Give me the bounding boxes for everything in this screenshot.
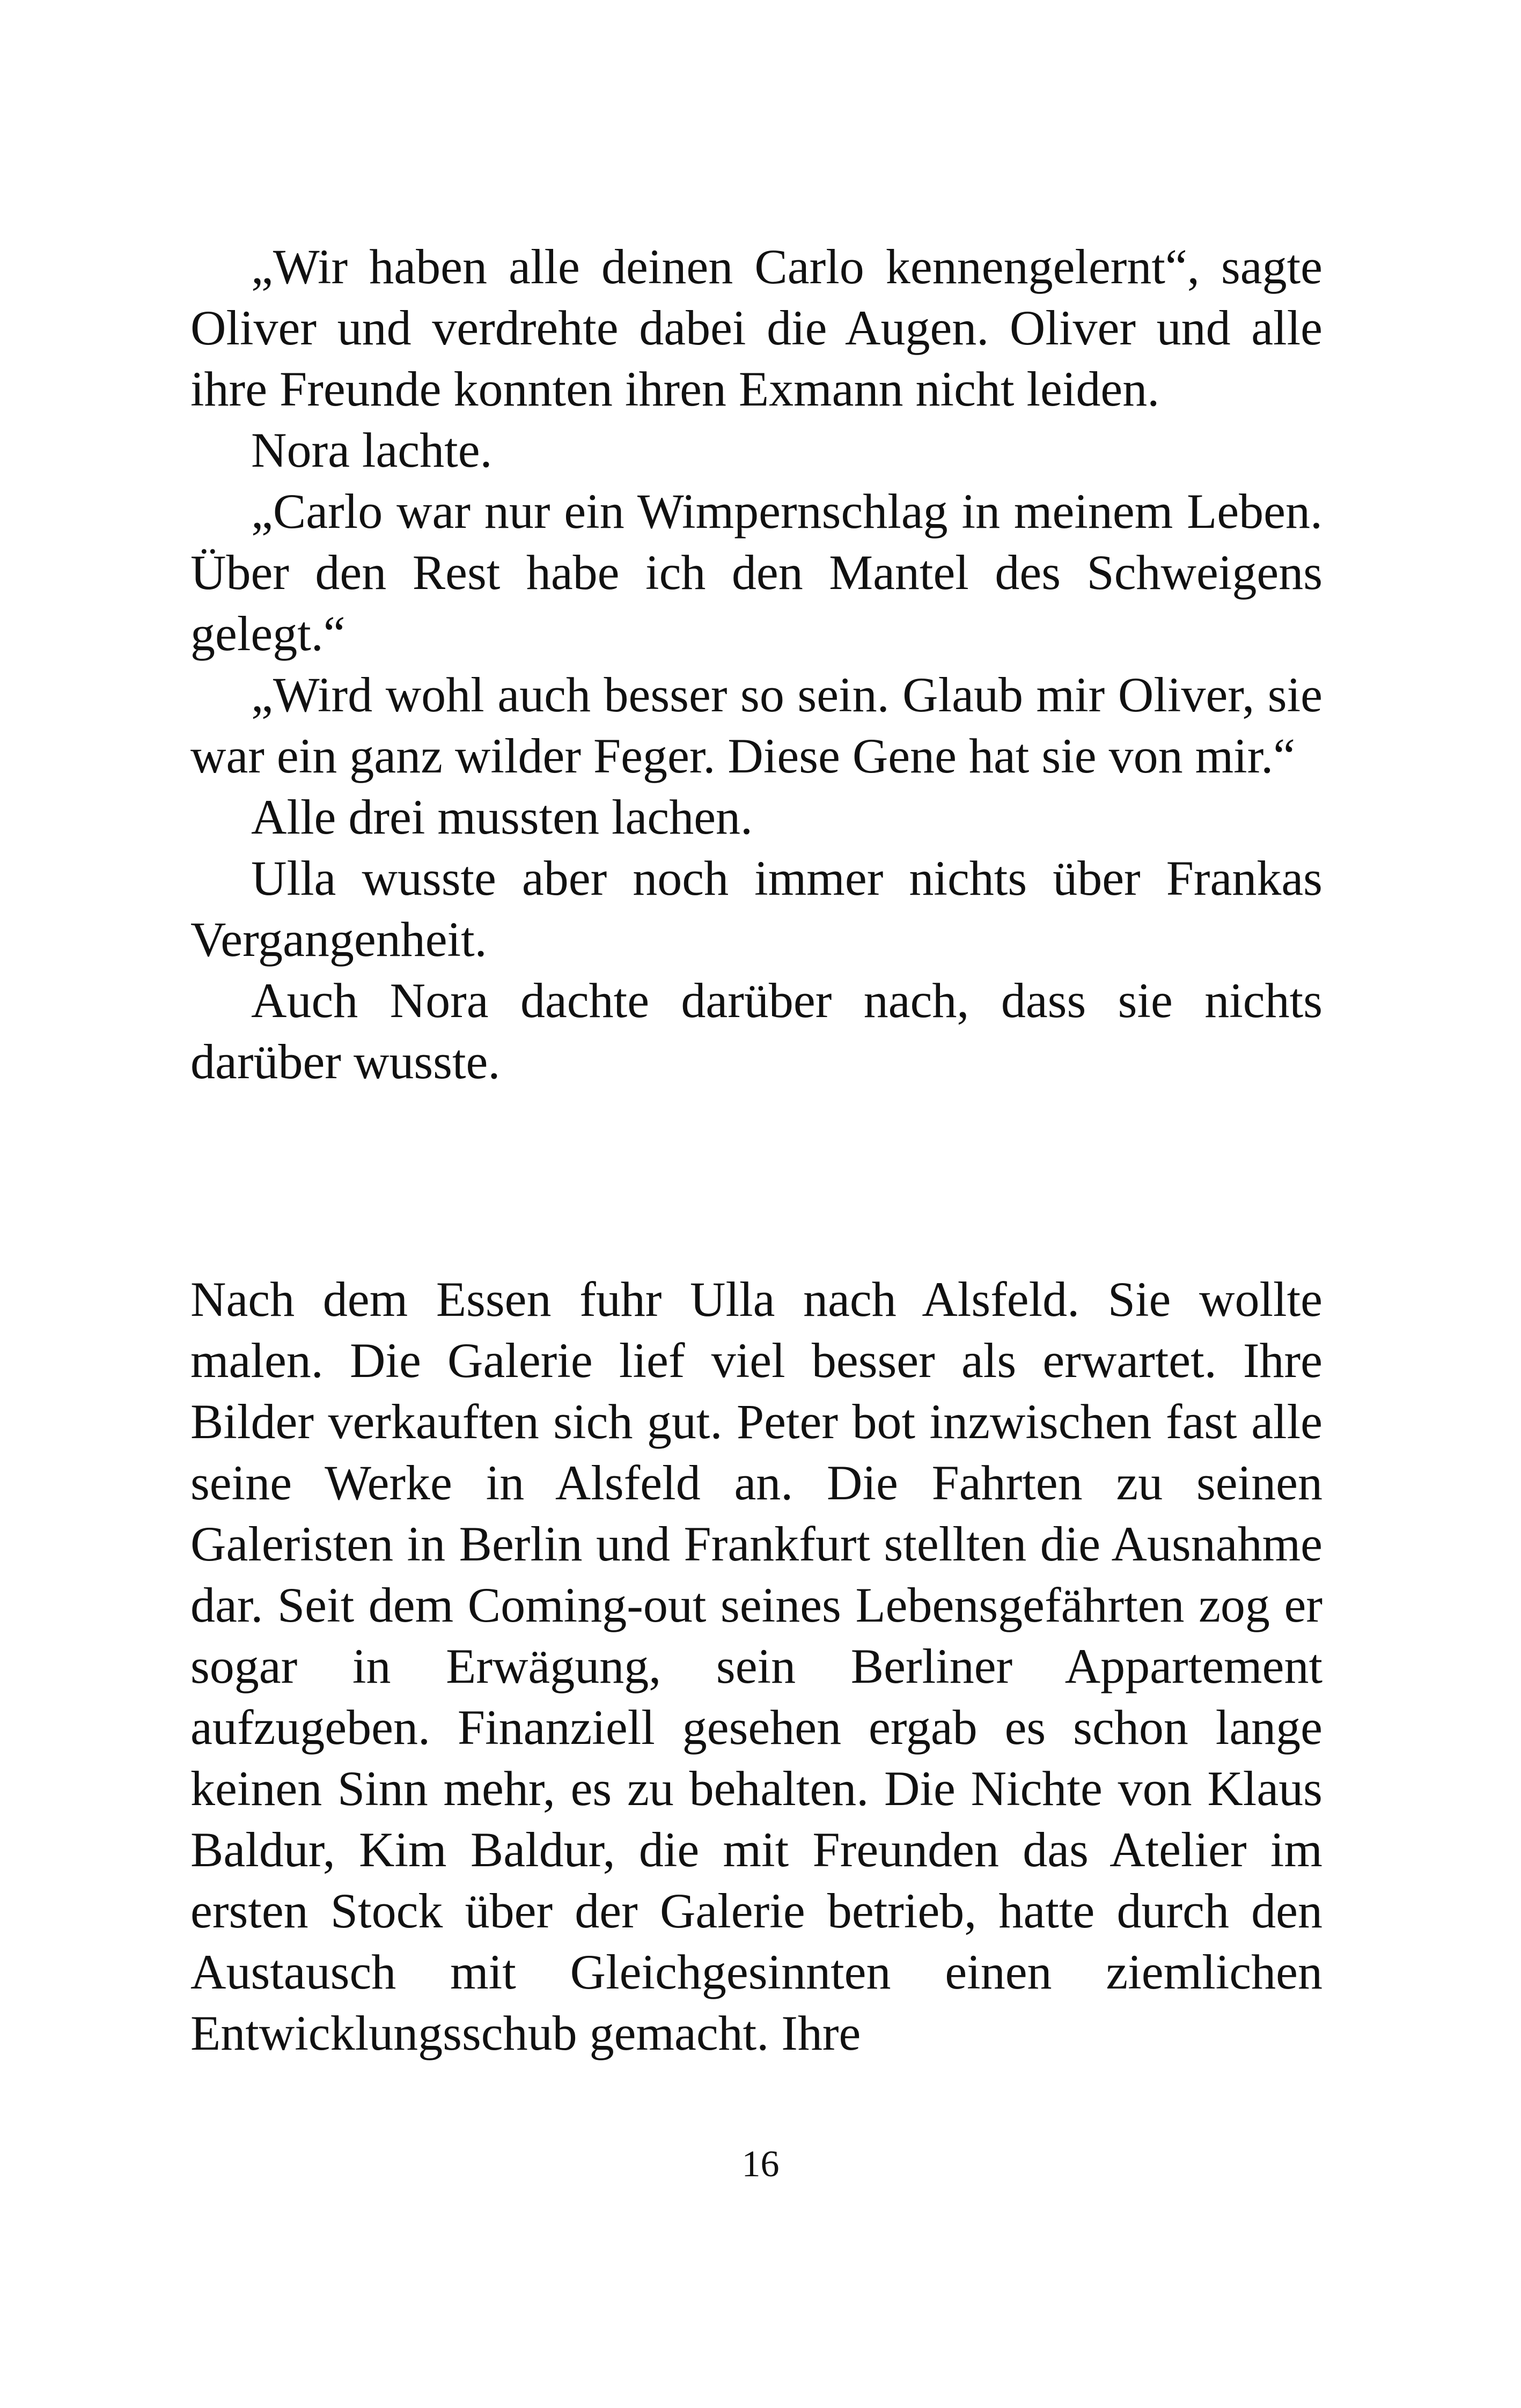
- page-number: 16: [741, 2144, 780, 2185]
- paragraph: Auch Nora dachte darüber nach, dass sie nichts darüber wusste.: [190, 973, 1322, 1089]
- paragraph: Nora lachte.: [251, 423, 493, 477]
- paragraph: Ulla wusste aber noch immer nichts über Frankas Vergangenheit.: [190, 851, 1322, 967]
- paragraph: Alle drei mussten lachen.: [251, 790, 753, 844]
- paragraph: Nach dem Essen fuhr Ulla nach Alsfeld. Sie wollte malen. Die Galerie lief viel besser als erwartet. Ihre Bilder verkauften sich gut. Peter bot inzwischen fast alle seine Werke in Alsfeld an. Die Fahrten zu seinen Galeristen in Berlin und Frankfurt stellten die Ausnahme dar. Seit dem Coming-out seines Lebensgefährten zog er sogar in Erwägung, sein Berliner Appartement aufzugeben. Finanziell gesehen ergab es schon lange keinen Sinn mehr, es zu behalten. Die Nichte von Klaus Baldur, Kim Baldur, die mit Freunden das Atelier im ersten Stock über der Galerie betrieb, hatte durch den Austausch mit Gleichgesinnten einen ziemlichen Entwicklungsschub gemacht. Ihre: [190, 1272, 1322, 2060]
- dialogue-section: [190, 236, 1322, 1092]
- narrative-section: [190, 1269, 1322, 2064]
- paragraph: „Carlo war nur ein Wimpernschlag in meinem Leben. Über den Rest habe ich den Mantel des Schweigens gelegt.“: [190, 484, 1322, 661]
- paragraph: „Wird wohl auch besser so sein. Glaub mir Oliver, sie war ein ganz wilder Feger. Diese Gene hat sie von mir.“: [190, 667, 1322, 783]
- paragraph: „Wir haben alle deinen Carlo kennengelernt“, sagte Oliver und verdrehte dabei die Augen. Oliver und alle ihre Freunde konnten ihren Exmann nicht leiden.: [190, 239, 1322, 416]
